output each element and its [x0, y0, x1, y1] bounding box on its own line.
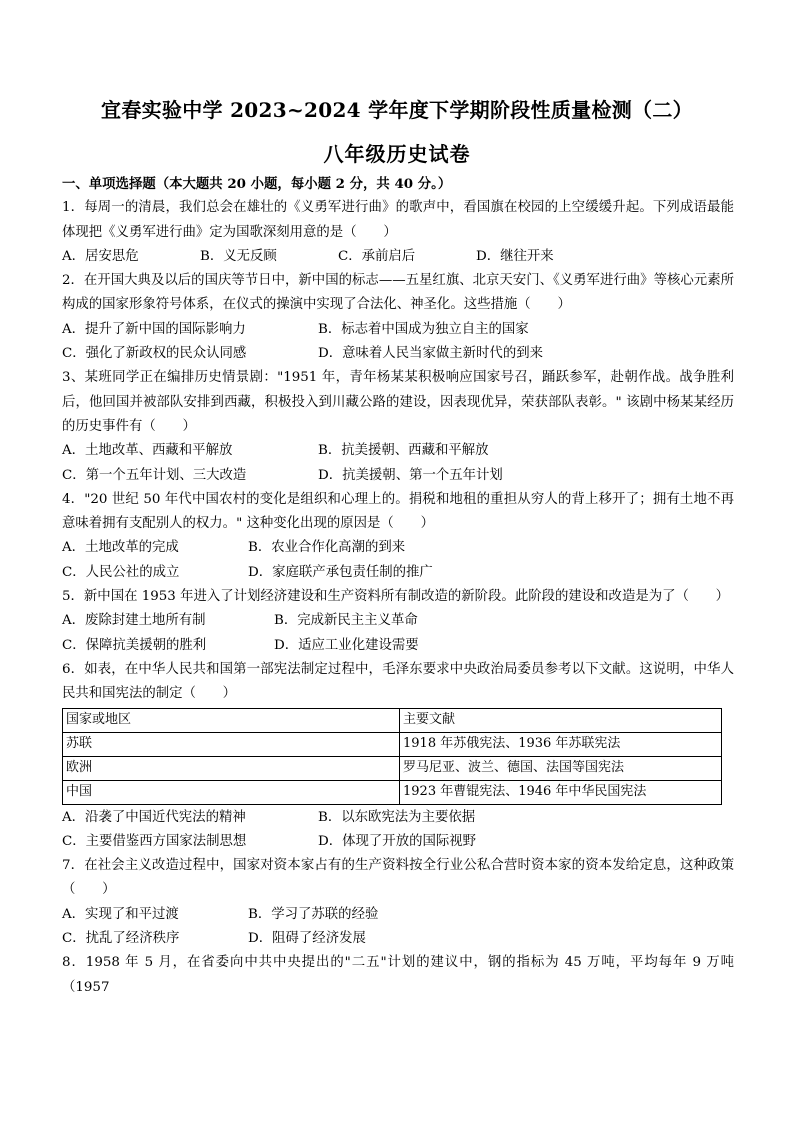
option-d: D．家庭联产承包责任制的推广	[248, 564, 433, 580]
option-d: D．抗美援朝、第一个五年计划	[318, 467, 503, 483]
question-1-options	[62, 245, 734, 269]
option-b: B．以东欧宪法为主要依据	[318, 809, 476, 825]
question-3-stem: 3、某班同学正在编排历史情景剧："1951 年，青年杨某某积极响应国家号召，踊跃参军，赴朝作战。战争胜利后，他回国并被部队安排到西藏，积极投入到川藏公路的建设，因表现优异，荣获部队表彰。" 该剧中杨某某经历的历史事件有（ ）	[62, 370, 734, 434]
option-b: B．标志着中国成为独立自主的国家	[318, 321, 529, 337]
question-1-stem: 1．每周一的清晨，我们总会在雄壮的《义勇军进行曲》的歌声中，看国旗在校园的上空缓缓升起。下列成语最能体现把《义勇军进行曲》定为国歌深刻用意的是（ ）	[62, 200, 734, 240]
constitution-reference-table	[62, 708, 722, 805]
table-cell: 1918 年苏俄宪法、1936 年苏联宪法	[400, 732, 722, 756]
question-2-options-ab	[62, 318, 734, 342]
question-3-options-ab	[62, 439, 734, 463]
table-cell: 欧洲	[63, 756, 400, 780]
option-a: A．居安思危	[62, 248, 139, 264]
table-row	[63, 756, 722, 780]
option-a: A．土地改革、西藏和平解放	[62, 443, 233, 459]
option-a: A．废除封建土地所有制	[62, 613, 206, 629]
question-5-options-cd	[62, 634, 734, 658]
option-d: D．阻碍了经济发展	[248, 931, 366, 947]
question-2-stem: 2．在开国大典及以后的国庆等节日中，新中国的标志——五星红旗、北京天安门、《义勇军进行曲》等核心元素所构成的国家形象符号体系，在仪式的操演中实现了合法化、神圣化。这些措施（ ）	[62, 273, 734, 313]
section-heading: 一、单项选择题（本大题共 20 小题，每小题 2 分，共 40 分。）	[62, 176, 452, 192]
question-5-options-ab	[62, 609, 734, 633]
option-a: A．提升了新中国的国际影响力	[62, 321, 246, 337]
question-2-options-cd	[62, 342, 734, 366]
question-4-options-ab	[62, 536, 734, 560]
exam-title: 宜春实验中学 2023~2024 学年度下学期阶段性质量检测（二）	[101, 98, 693, 122]
option-b: B．义无反顾	[200, 248, 277, 264]
option-b: B．农业合作化高潮的到来	[248, 540, 406, 556]
question-7-stem: 7．在社会主义改造过程中，国家对资本家占有的生产资料按全行业公私合营时资本家的资本发给定息，这种政策（ ）	[62, 858, 734, 898]
table-header-cell: 主要文献	[400, 708, 722, 732]
exam-content	[62, 172, 734, 1000]
question-6-options-ab	[62, 806, 734, 830]
question-6-options-cd	[62, 830, 734, 854]
option-c: C．扰乱了经济秩序	[62, 931, 180, 947]
question-3-options-cd	[62, 464, 734, 488]
option-b: B．抗美援朝、西藏和平解放	[318, 443, 489, 459]
option-c: C．第一个五年计划、三大改造	[62, 467, 247, 483]
option-c: C．人民公社的成立	[62, 564, 180, 580]
table-cell: 苏联	[63, 732, 400, 756]
option-a: A．沿袭了中国近代宪法的精神	[62, 809, 246, 825]
table-cell: 1923 年曹锟宪法、1946 年中华民国宪法	[400, 780, 722, 804]
question-4-stem: 4．"20 世纪 50 年代中国农村的变化是组织和心理上的。捐税和地租的重担从穷人的背上移开了；拥有土地不再意味着拥有支配别人的权力。" 这种变化出现的原因是（ ）	[62, 491, 734, 532]
option-d: D．继往开来	[476, 248, 554, 264]
option-c: C．强化了新政权的民众认同感	[62, 346, 247, 362]
option-d: D．意味着人民当家做主新时代的到来	[318, 346, 543, 362]
option-c: C．主要借鉴西方国家法制思想	[62, 833, 247, 849]
question-8-stem: 8．1958 年 5 月，在省委向中共中央提出的"二五"计划的建议中，钢的指标为 45 万吨，平均每年 9 万吨（1957	[62, 955, 734, 995]
option-a: A．实现了和平过渡	[62, 906, 179, 922]
option-a: A．土地改革的完成	[62, 540, 179, 556]
exam-subtitle: 八年级历史试卷	[323, 142, 471, 166]
table-header-cell: 国家或地区	[63, 708, 400, 732]
table-header-row	[63, 708, 722, 732]
option-b: B．完成新民主主义革命	[274, 613, 418, 629]
question-7-options-ab	[62, 903, 734, 927]
table-row	[63, 732, 722, 756]
question-5-stem: 5．新中国在 1953 年进入了计划经济建设和生产资料所有制改造的新阶段。此阶段的建设和改造是为了（ ）	[62, 589, 730, 605]
question-6-stem: 6．如表，在中华人民共和国第一部宪法制定过程中，毛泽东要求中央政治局委员参考以下文献。这说明，中华人民共和国宪法的制定（ ）	[62, 661, 734, 702]
option-d: D．体现了开放的国际视野	[318, 833, 477, 849]
table-cell: 中国	[63, 780, 400, 804]
option-c: C．承前启后	[338, 248, 416, 264]
question-7-options-cd	[62, 927, 734, 951]
question-4-options-cd	[62, 561, 734, 585]
table-row	[63, 780, 722, 804]
option-c: C．保障抗美援朝的胜利	[62, 637, 207, 653]
option-b: B．学习了苏联的经验	[248, 906, 379, 922]
table-cell: 罗马尼亚、波兰、德国、法国等国宪法	[400, 756, 722, 780]
option-d: D．适应工业化建设需要	[274, 637, 419, 653]
